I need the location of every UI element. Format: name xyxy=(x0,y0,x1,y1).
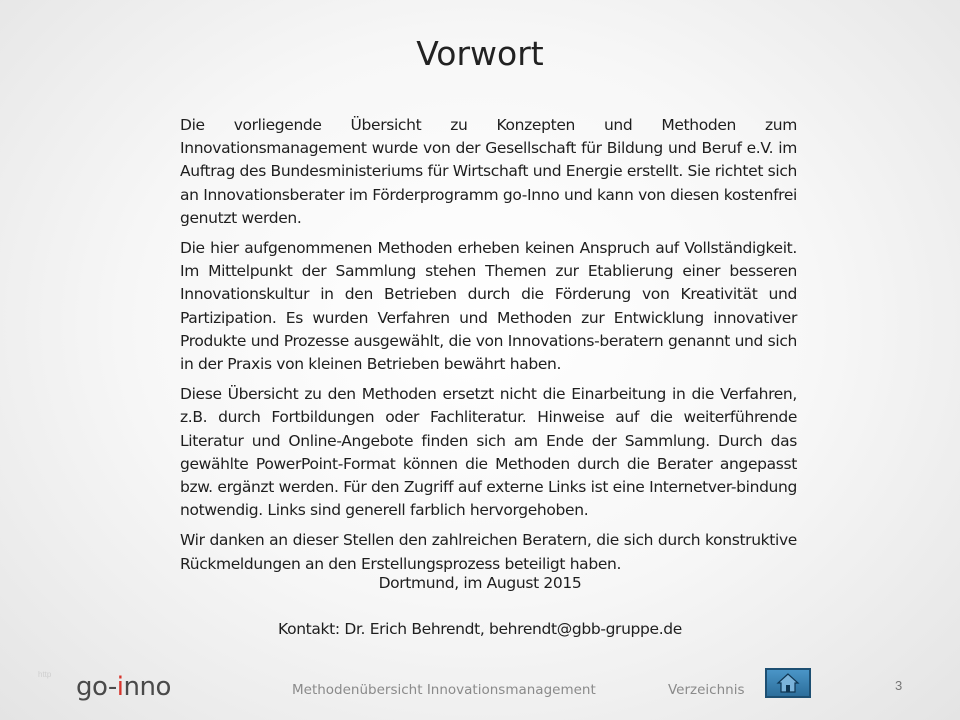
logo-part1: go- xyxy=(76,672,117,702)
go-inno-logo xyxy=(76,672,171,702)
contact-line: Kontakt: Dr. Erich Behrendt, behrendt@gbb-gruppe.de xyxy=(278,620,682,638)
footer-faint-text: http xyxy=(38,670,52,679)
footer-title: Methodenübersicht Innovationsmanagement xyxy=(292,682,596,698)
paragraph-usage: Diese Übersicht zu den Methoden ersetzt nicht die Einarbeitung in die Verfahren, z.B. durch Fortbildungen oder Fachliteratur. Hinweise auf die weiterführende Literatur und Online-Angebote finden sich am Ende der Sammlung. Durch das gewählte PowerPoint-Format können die Methoden durch die Berater angepasst bzw. ergänzt werden. Für den Zugriff auf externe Links ist eine Internetver-bindung notwendig. Links sind generell farblich hervorgehoben. xyxy=(180,385,797,520)
paragraph-thanks: Wir danken an dieser Stellen den zahlreichen Beratern, die sich durch konstruktive Rückmeldungen an den Erstellungsprozess beteiligt haben. xyxy=(180,531,797,573)
home-button[interactable] xyxy=(765,668,811,698)
body-text xyxy=(180,114,797,583)
paragraph-methods: Die hier aufgenommenen Methoden erheben keinen Anspruch auf Vollständigkeit. Im Mittelpunkt der Sammlung stehen Themen zur Etablierung einer besseren Innovationskultur in den Betrieben durch die Förderung von Kreativität und Partizipation. Es wurden Verfahren und Methoden zur Entwicklung innovativer Produkte und Prozesse ausgewählt, die von Innovations-beratern genannt und sich in der Praxis von kleinen Betrieben bewährt haben. xyxy=(180,239,797,374)
logo-accent: i xyxy=(116,672,124,702)
slide-title: Vorwort xyxy=(416,34,544,73)
logo-part2: nno xyxy=(123,672,171,702)
page-number: 3 xyxy=(895,678,903,693)
date-line: Dortmund, im August 2015 xyxy=(378,574,582,592)
verzeichnis-link[interactable]: Verzeichnis xyxy=(668,682,745,698)
paragraph-intro: Die vorliegende Übersicht zu Konzepten und Methoden zum Innovationsmanagement wurde von der Gesellschaft für Bildung und Beruf e.V. im Auftrag des Bundesministeriums für Wirtschaft und Energie erstellt. Sie richtet sich an Innovationsberater im Förderprogramm go-Inno und kann von diesen kostenfrei genutzt werden. xyxy=(180,116,797,227)
home-icon xyxy=(776,673,800,693)
